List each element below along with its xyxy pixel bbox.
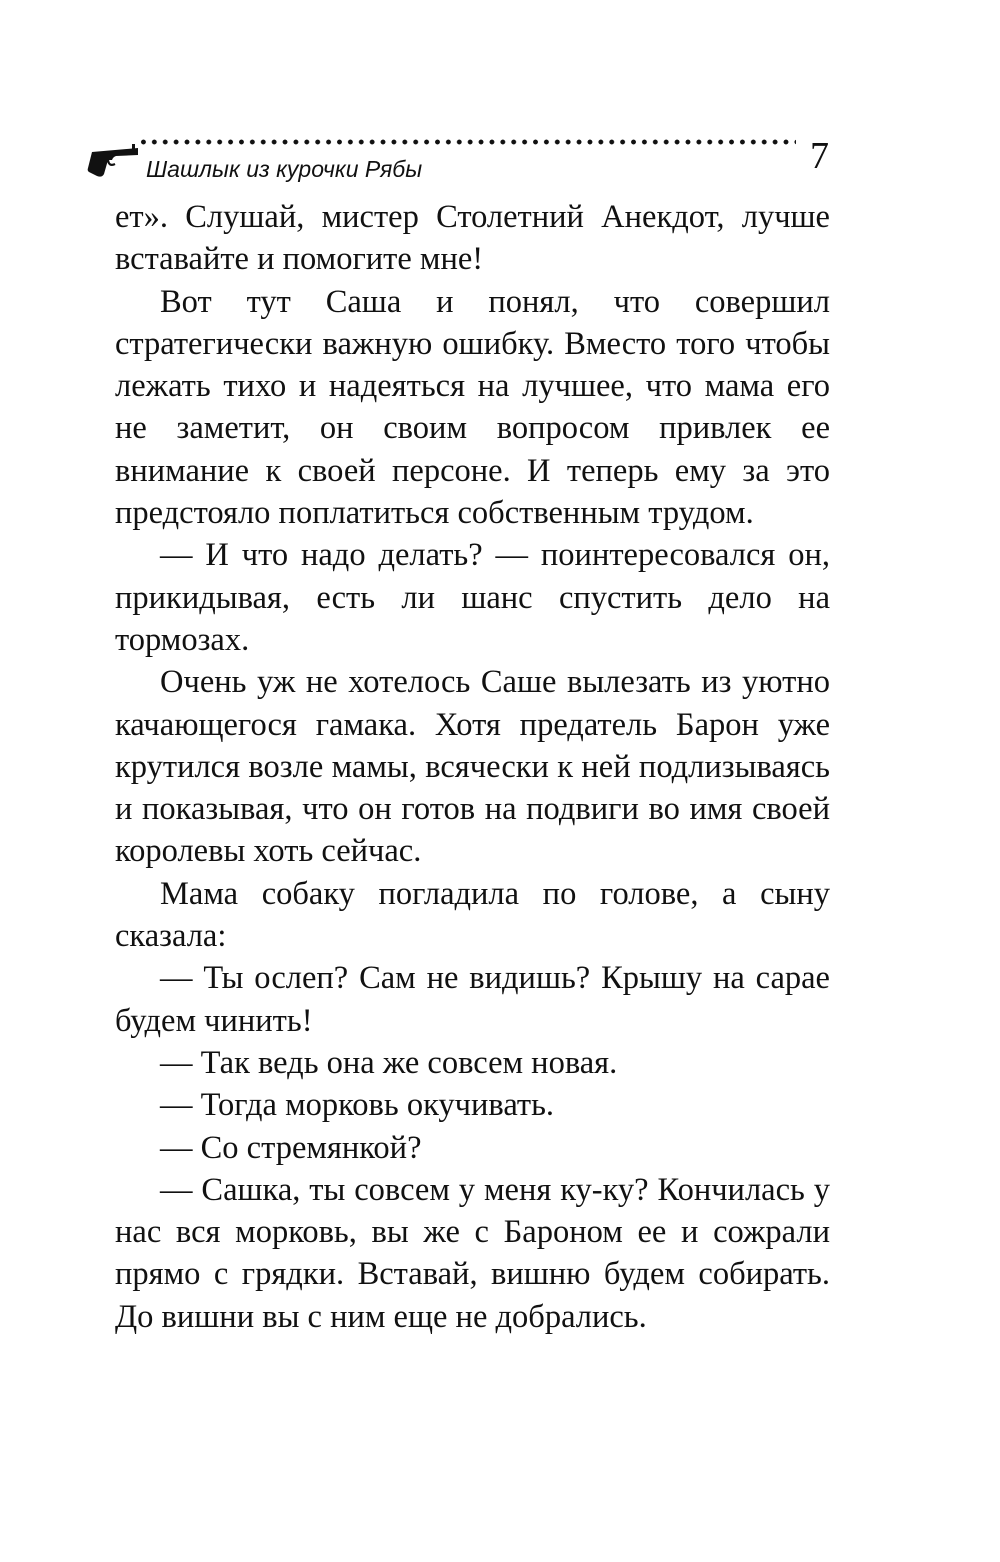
paragraph: — Со стремянкой? (160, 1129, 422, 1166)
paragraph: Мама собаку погладила по голове, а сыну сказала: (115, 875, 830, 955)
running-title: Шашлык из курочки Рябы (146, 156, 423, 182)
dotted-rule (138, 136, 796, 148)
paragraph: — Тогда морковь окучивать. (160, 1087, 555, 1124)
paragraph: — Ты ослеп? Сам не видишь? Крышу на сарае будем чинить! (115, 960, 830, 1039)
paragraph: — И что надо делать? — поинтересовался он, прикидывая, есть ли шанс спустить дело на тормозах. (115, 537, 830, 658)
body-text (115, 196, 830, 1338)
paragraph: ет». Слушай, мистер Столетний Анекдот, лучше вставайте и помогите мне! (115, 199, 830, 278)
page-number: 7 (810, 135, 829, 177)
pistol-icon (86, 138, 140, 178)
paragraph: Вот тут Саша и понял, что совершил стратегически важную ошибку. Вместо того чтобы лежать тихо и надеяться на лучшее, что мама его не заметит, он своим вопросом привлек ее внимание к своей персоне. И теперь ему за это предстояло поплатиться собственным трудом. (115, 283, 830, 532)
paragraph: — Так ведь она же совсем новая. (160, 1044, 618, 1081)
running-header (86, 134, 846, 184)
paragraph: Очень уж не хотелось Саше вылезать из уютно качающегося гамака. Хотя предатель Барон уже крутился возле мамы, всячески к ней подлизываясь и показывая, что он готов на подвиги во имя своей королевы хоть сейчас. (115, 664, 830, 870)
paragraph: — Сашка, ты совсем у меня ку-ку? Кончилась у нас вся морковь, вы же с Бароном ее и сожрали прямо с грядки. Вставай, вишню будем собирать. До вишни вы с ним еще не добрались. (115, 1171, 830, 1335)
